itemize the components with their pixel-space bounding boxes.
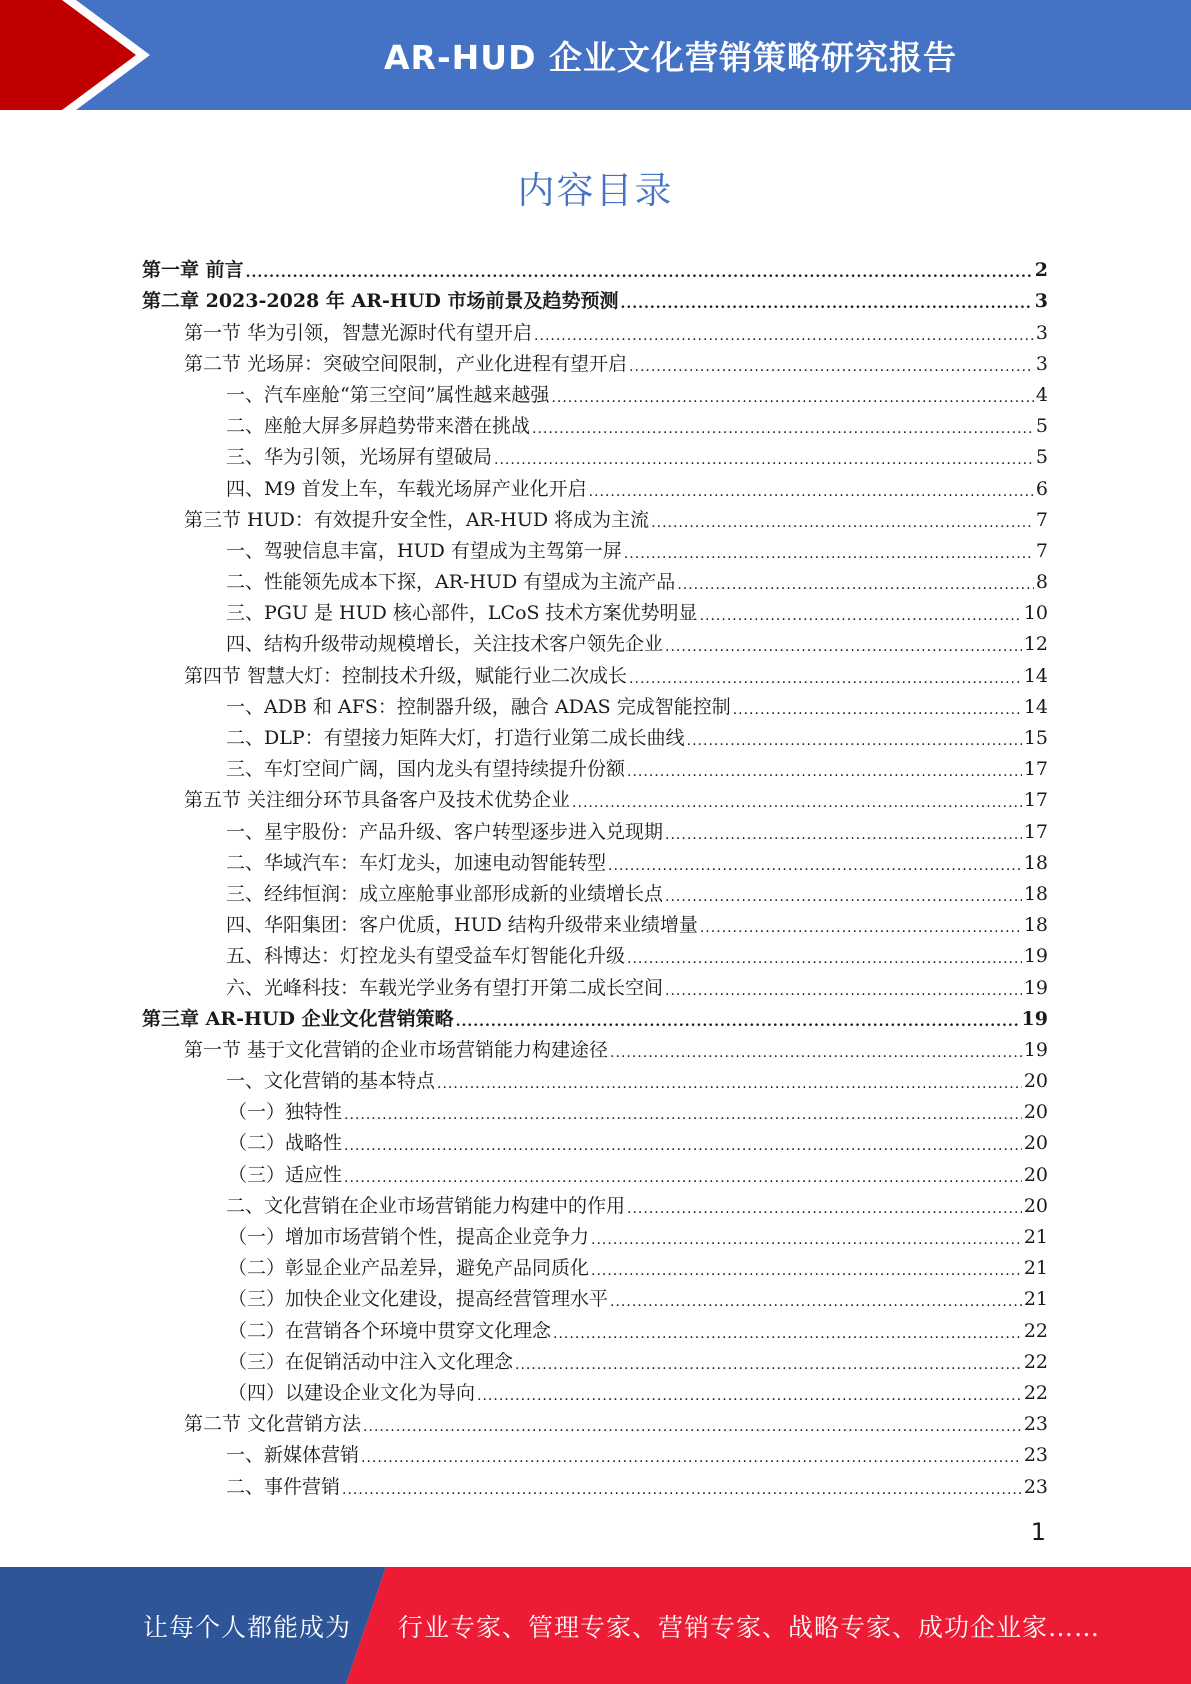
toc-entry-title: 三、华为引领，光场屏有望破局	[226, 446, 493, 469]
dot-leader	[515, 1356, 1022, 1374]
toc-entry-title: 一、新媒体营销	[226, 1444, 360, 1467]
toc-entry-title: 二、DLP：有望接力矩阵大灯，打造行业第二成长曲线	[226, 727, 685, 749]
toc-entry-page: 10	[1023, 602, 1048, 625]
toc-entry-title: 第三节 HUD：有效提升安全性，AR-HUD 将成为主流	[184, 508, 650, 531]
dot-leader	[629, 358, 1034, 376]
toc-entry-page: 4	[1035, 383, 1048, 406]
toc-entry-page: 3	[1035, 352, 1048, 375]
toc-entry[interactable]	[142, 1377, 1048, 1408]
dot-leader	[687, 732, 1022, 750]
dot-leader	[627, 763, 1022, 781]
toc-entry[interactable]	[142, 410, 1048, 441]
dot-leader	[344, 1169, 1022, 1187]
dot-leader	[733, 701, 1022, 719]
toc-entry-page: 17	[1023, 789, 1048, 812]
dot-leader	[677, 576, 1034, 594]
toc-entry-page: 20	[1023, 1132, 1048, 1155]
toc-entry[interactable]	[142, 753, 1048, 784]
toc-entry-title: 二、文化营销在企业市场营销能力构建中的作用	[226, 1194, 626, 1217]
toc-entry-page: 20	[1023, 1101, 1048, 1124]
toc-entry-title: 第一节 基于文化营销的企业市场营销能力构建途径	[184, 1038, 609, 1061]
toc-entry-page: 19	[1023, 1038, 1048, 1061]
toc-entry[interactable]	[142, 659, 1048, 690]
toc-entry[interactable]	[142, 1065, 1048, 1096]
toc-entry[interactable]	[142, 348, 1048, 379]
toc-entry[interactable]	[142, 847, 1048, 878]
dot-leader	[437, 1075, 1022, 1093]
dot-leader	[610, 1044, 1022, 1062]
toc-entry-page: 15	[1023, 727, 1048, 749]
toc-entry-title: 一、星宇股份：产品升级、客户转型逐步进入兑现期	[226, 820, 664, 843]
toc-entry[interactable]	[142, 815, 1048, 846]
toc-entry[interactable]	[142, 285, 1048, 316]
dot-leader	[342, 1481, 1022, 1499]
toc-entry-title: 二、性能领先成本下探，AR-HUD 有望成为主流产品	[226, 571, 676, 594]
toc-entry[interactable]	[142, 628, 1048, 659]
toc-entry-title: 第一章 前言	[142, 259, 244, 282]
toc-entry-page: 23	[1023, 1444, 1048, 1467]
toc-entry-title: 一、文化营销的基本特点	[226, 1070, 436, 1093]
dot-leader	[629, 670, 1022, 688]
toc-entry-page: 14	[1023, 695, 1048, 718]
toc-entry[interactable]	[142, 909, 1048, 940]
toc-entry-title: （一）独特性	[228, 1101, 343, 1124]
toc-entry-page: 3	[1034, 290, 1048, 313]
toc-entry-page: 18	[1023, 914, 1048, 937]
toc-entry[interactable]	[142, 1346, 1048, 1377]
footer-slogan-left: 让每个人都能成为	[143, 1612, 352, 1642]
report-title: AR-HUD 企业文化营销策略研究报告	[384, 37, 957, 77]
footer-slogan-right: 行业专家、管理专家、营销专家、战略专家、成功企业家……	[398, 1612, 1101, 1642]
toc-entry[interactable]	[142, 1034, 1048, 1065]
toc-entry-page: 8	[1035, 571, 1048, 594]
toc-entry[interactable]	[142, 566, 1048, 597]
dot-leader	[344, 1106, 1022, 1124]
toc-entry-page: 5	[1035, 415, 1048, 438]
toc-entry-title: （四）以建设企业文化为导向	[228, 1381, 476, 1404]
dot-leader	[551, 389, 1033, 407]
toc-entry-title: 第三章 AR-HUD 企业文化营销策略	[142, 1007, 454, 1030]
toc-entry-title: （二）战略性	[228, 1132, 343, 1155]
dot-leader	[621, 295, 1033, 313]
toc-entry-page: 20	[1023, 1070, 1048, 1093]
toc-entry[interactable]	[142, 1127, 1048, 1158]
toc-entry[interactable]	[142, 691, 1048, 722]
dot-leader	[553, 1325, 1022, 1343]
toc-entry[interactable]	[142, 1003, 1048, 1034]
dot-leader	[665, 888, 1022, 906]
report-header	[0, 0, 1191, 110]
dot-leader	[700, 919, 1022, 937]
toc-entry-title: 二、华域汽车：车灯龙头，加速电动智能转型	[226, 851, 607, 874]
toc-entry[interactable]	[142, 940, 1048, 971]
toc-entry-title: （三）加快企业文化建设，提高经营管理水平	[228, 1288, 609, 1311]
toc-entry-page: 18	[1023, 851, 1048, 874]
dot-leader	[589, 483, 1034, 501]
toc-entry-page: 3	[1035, 321, 1048, 344]
toc-entry-title: 三、车灯空间广阔，国内龙头有望持续提升份额	[226, 758, 626, 781]
toc-entry[interactable]	[142, 1439, 1048, 1470]
toc-entry-title: 第二节 光场屏：突破空间限制，产业化进程有望开启	[184, 352, 628, 375]
dot-leader	[627, 1200, 1022, 1218]
dot-leader	[591, 1262, 1022, 1280]
dot-leader	[608, 857, 1022, 875]
toc-entry-title: （三）适应性	[228, 1163, 343, 1186]
dot-leader	[246, 264, 1033, 282]
toc-entry[interactable]	[142, 316, 1048, 347]
toc-entry-title: 四、M9 首发上车，车载光场屏产业化开启	[226, 477, 587, 500]
toc-entry-page: 6	[1035, 477, 1048, 500]
dot-leader	[665, 982, 1022, 1000]
toc-entry[interactable]	[142, 472, 1048, 503]
toc-entry-page: 17	[1023, 758, 1048, 781]
toc-entry[interactable]	[142, 971, 1048, 1002]
toc-entry[interactable]	[142, 1408, 1048, 1439]
toc-entry-title: （二）在营销各个环境中贯穿文化理念	[228, 1319, 552, 1342]
toc-entry-page: 20	[1023, 1194, 1048, 1217]
toc-entry-page: 14	[1023, 664, 1048, 687]
toc-entry[interactable]	[142, 441, 1048, 472]
toc-entry[interactable]	[142, 504, 1048, 535]
toc-entry-page: 23	[1023, 1413, 1048, 1436]
toc-heading: 内容目录	[517, 169, 674, 212]
dot-leader	[477, 1387, 1022, 1405]
page-number: 1	[1030, 1518, 1046, 1546]
toc-entry-title: 四、华阳集团：客户优质，HUD 结构升级带来业绩增量	[226, 914, 698, 937]
toc-entry-page: 2	[1034, 259, 1048, 282]
toc-entry[interactable]	[142, 878, 1048, 909]
toc-entry-title: （三）在促销活动中注入文化理念	[228, 1350, 514, 1373]
dot-leader	[363, 1418, 1022, 1436]
toc-entry[interactable]	[142, 1190, 1048, 1221]
toc-entry[interactable]	[142, 1221, 1048, 1252]
toc-entry-page: 12	[1023, 633, 1048, 656]
dot-leader	[610, 1293, 1022, 1311]
toc-entry-title: 一、ADB 和 AFS：控制器升级，融合 ADAS 完成智能控制	[226, 695, 731, 718]
toc-entry[interactable]	[142, 1283, 1048, 1314]
dot-leader	[494, 451, 1034, 469]
toc-entry-title: 第一节 华为引领，智慧光源时代有望开启	[184, 321, 533, 344]
dot-leader	[532, 420, 1034, 438]
toc-entry-page: 21	[1023, 1226, 1048, 1248]
toc-entry-page: 22	[1023, 1319, 1048, 1342]
toc-entry-title: 第二章 2023-2028 年 AR-HUD 市场前景及趋势预测	[142, 290, 619, 313]
toc-entry-title: 六、光峰科技：车载光学业务有望打开第二成长空间	[226, 976, 664, 999]
toc-entry[interactable]	[142, 784, 1048, 815]
toc-entry[interactable]	[142, 535, 1048, 566]
toc-entry[interactable]	[142, 1314, 1048, 1345]
dot-leader	[591, 1231, 1022, 1249]
toc-entry[interactable]	[142, 1096, 1048, 1127]
toc-entry-page: 20	[1023, 1163, 1048, 1186]
toc-entry-page: 7	[1035, 539, 1048, 562]
toc-entry-title: 四、结构升级带动规模增长，关注技术客户领先企业	[226, 633, 664, 656]
toc-entry-page: 23	[1023, 1475, 1048, 1498]
dot-leader	[624, 545, 1034, 563]
toc-entry-page: 19	[1023, 945, 1048, 968]
toc-entry-page: 18	[1023, 882, 1048, 905]
toc-entry-page: 17	[1023, 820, 1048, 843]
toc-entry-title: 一、汽车座舱“第三空间”属性越来越强	[226, 383, 550, 406]
toc-entry[interactable]	[142, 1470, 1048, 1501]
dot-leader	[700, 607, 1022, 625]
dot-leader	[344, 1137, 1022, 1155]
toc-entry-page: 22	[1023, 1381, 1048, 1404]
table-of-contents	[142, 254, 1048, 1502]
dot-leader	[534, 327, 1034, 345]
toc-entry[interactable]	[142, 1158, 1048, 1189]
toc-entry-title: （二）彰显企业产品差异，避免产品同质化	[228, 1257, 590, 1280]
toc-entry-title: 第四节 智慧大灯：控制技术升级，赋能行业二次成长	[184, 664, 628, 687]
toc-entry[interactable]	[142, 379, 1048, 410]
toc-entry-title: 一、驾驶信息丰富，HUD 有望成为主驾第一屏	[226, 539, 622, 562]
dot-leader	[361, 1449, 1022, 1467]
toc-entry-title: 二、座舱大屏多屏趋势带来潜在挑战	[226, 415, 531, 438]
dot-leader	[572, 794, 1022, 812]
toc-entry-title: 二、事件营销	[226, 1475, 341, 1498]
toc-entry[interactable]	[142, 722, 1048, 753]
dot-leader	[651, 514, 1034, 532]
toc-entry-page: 21	[1023, 1257, 1048, 1280]
toc-entry-title: 第五节 关注细分环节具备客户及技术优势企业	[184, 789, 571, 812]
toc-entry-title: 三、经纬恒润：成立座舱事业部形成新的业绩增长点	[226, 882, 664, 905]
toc-entry-title: 五、科博达：灯控龙头有望受益车灯智能化升级	[226, 945, 626, 968]
toc-entry-page: 7	[1035, 508, 1048, 531]
toc-entry-page: 5	[1035, 446, 1048, 469]
dot-leader	[665, 638, 1022, 656]
report-footer	[0, 1567, 1191, 1684]
dot-leader	[665, 826, 1022, 844]
toc-entry-title: 三、PGU 是 HUD 核心部件，LCoS 技术方案优势明显	[226, 602, 698, 625]
toc-entry[interactable]	[142, 254, 1048, 285]
toc-entry-page: 21	[1023, 1288, 1048, 1311]
toc-entry[interactable]	[142, 1252, 1048, 1283]
toc-entry-page: 19	[1023, 976, 1048, 999]
toc-entry-page: 19	[1021, 1007, 1048, 1030]
toc-entry-title: 第二节 文化营销方法	[184, 1413, 362, 1436]
toc-entry-page: 22	[1023, 1350, 1048, 1373]
chevron-arrow-icon	[0, 0, 160, 110]
toc-entry-title: （一）增加市场营销个性，提高企业竞争力	[228, 1226, 590, 1248]
toc-entry[interactable]	[142, 597, 1048, 628]
dot-leader	[456, 1013, 1020, 1031]
dot-leader	[627, 950, 1022, 968]
